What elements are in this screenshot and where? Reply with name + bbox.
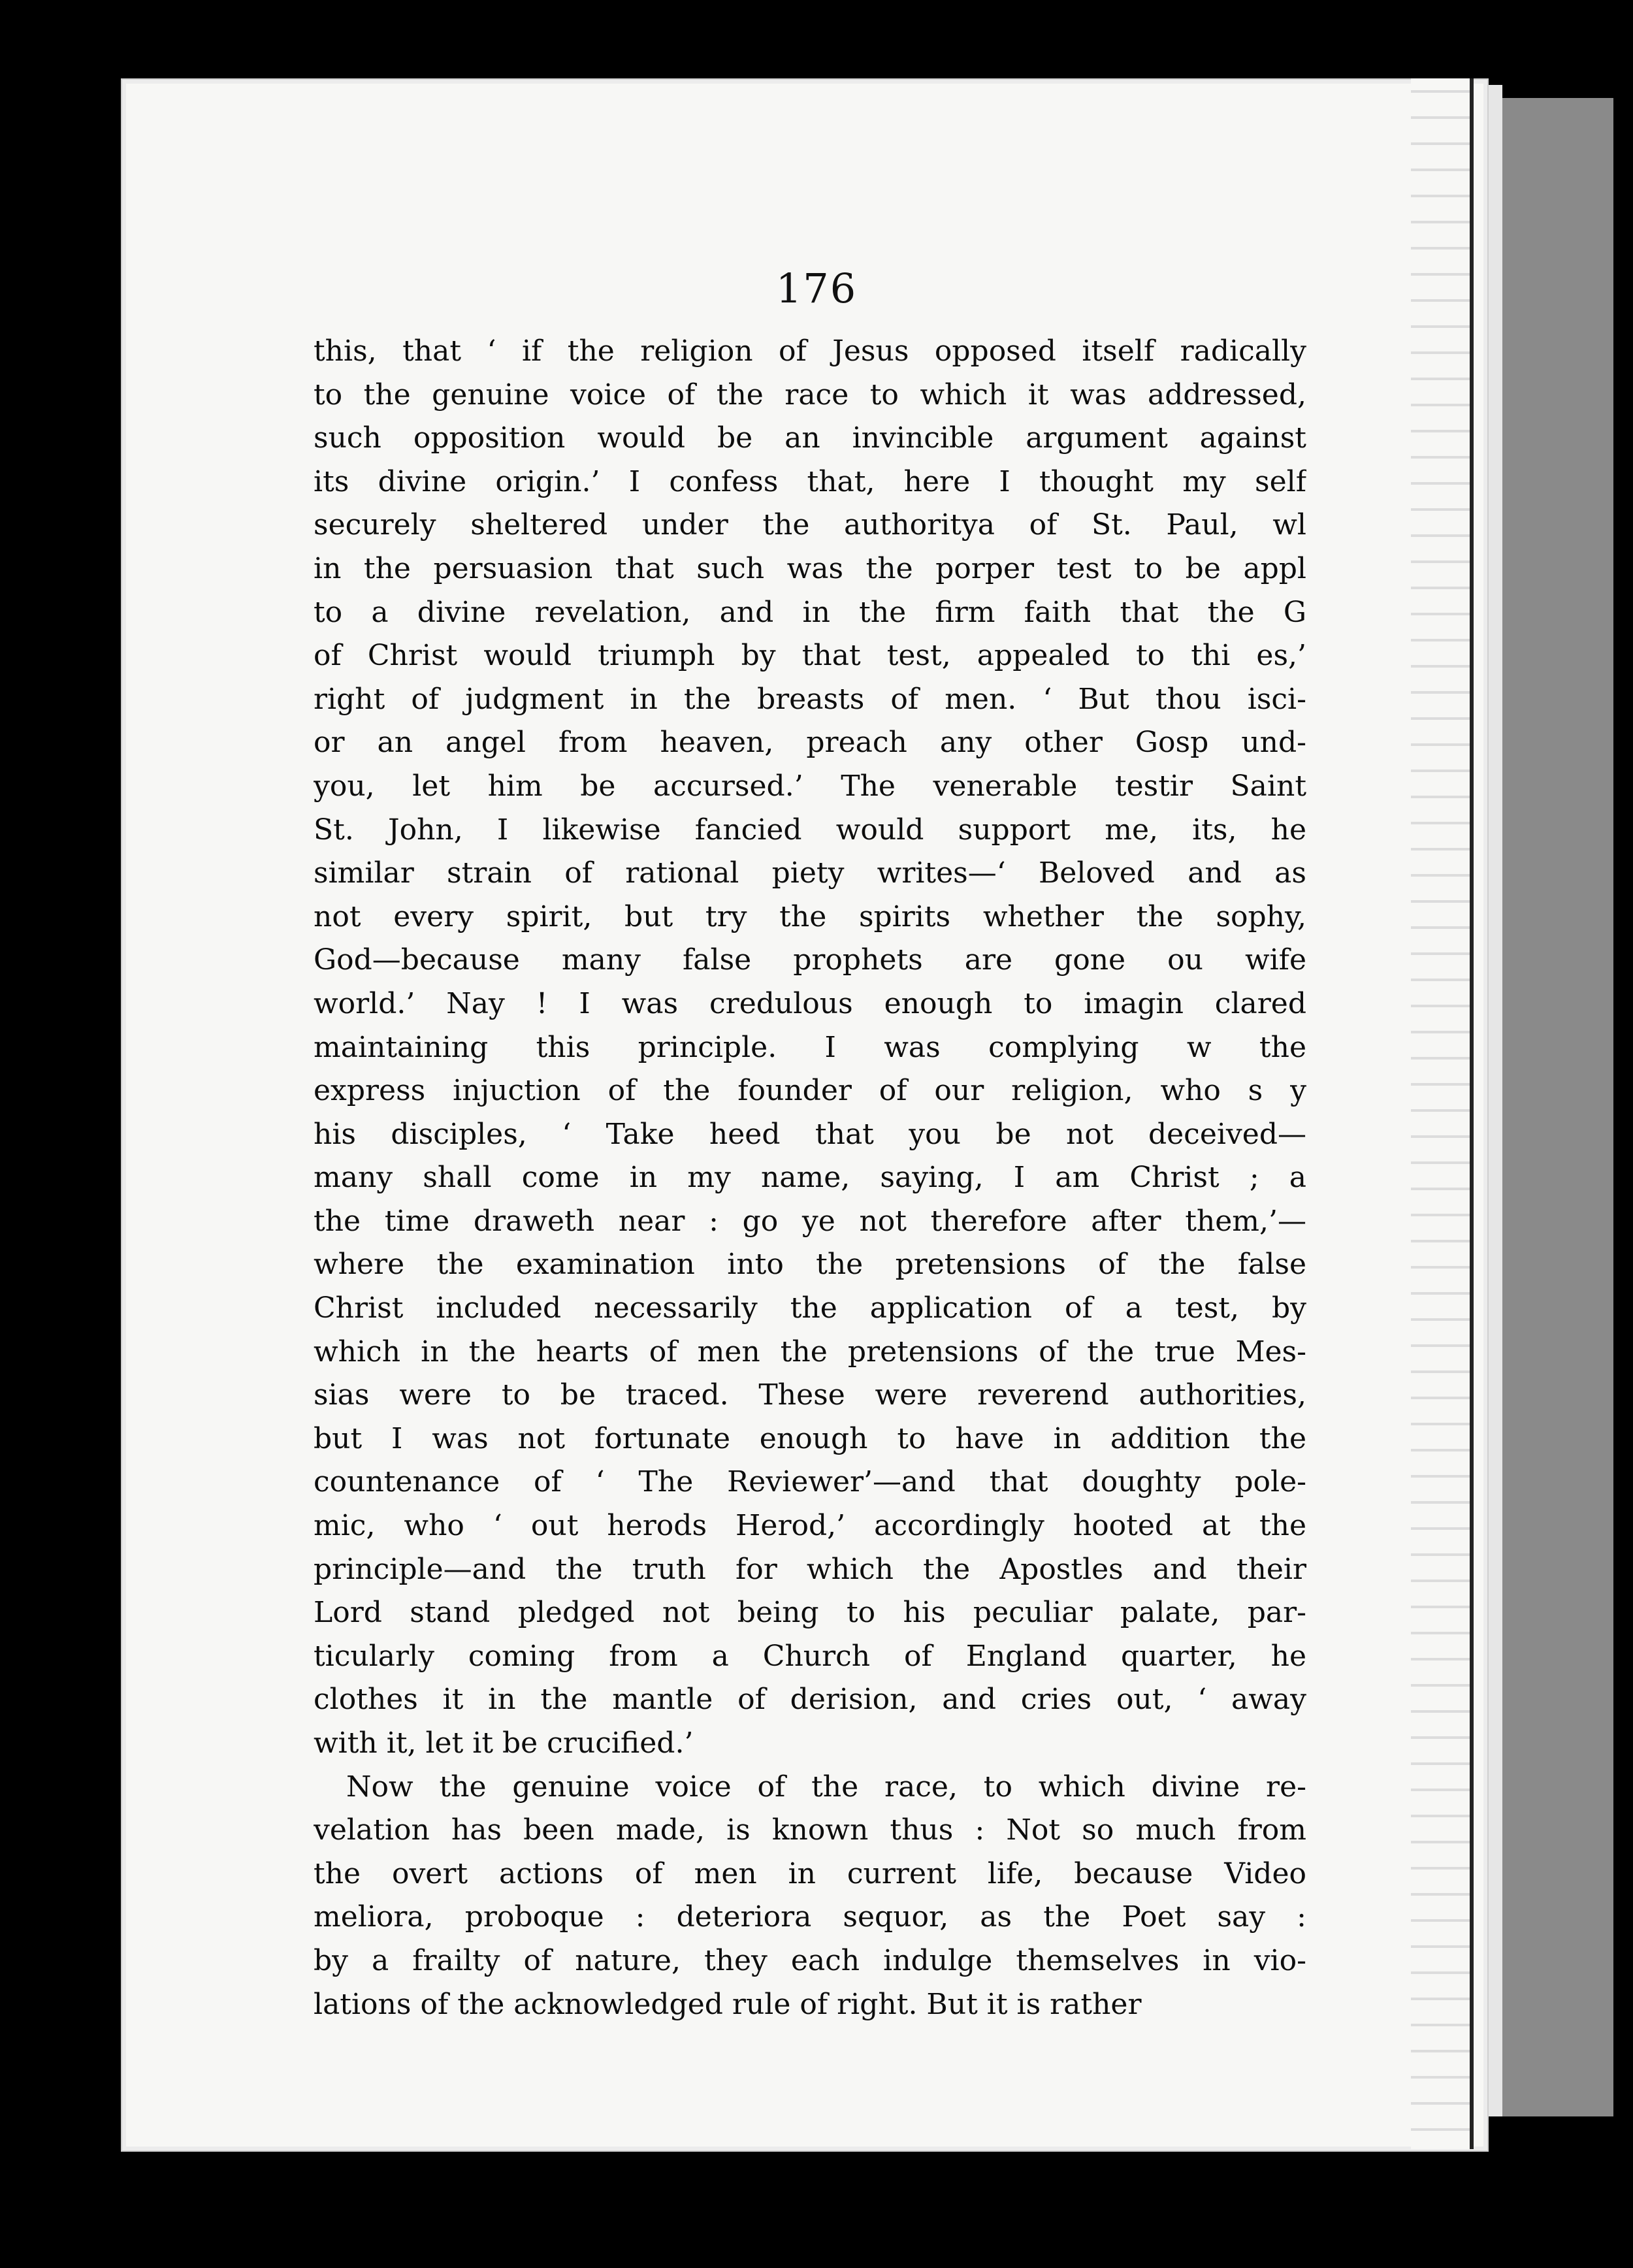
text-line: not every spirit, but try the spirits whether the sophy, <box>314 899 1306 933</box>
text-line: principle—and the truth for which the Apostles and their <box>314 1552 1306 1586</box>
text-line: countenance of ‘ The Reviewer’—and that doughty pole- <box>314 1465 1306 1499</box>
text-line: but I was not fortunate enough to have in addition the <box>314 1421 1306 1455</box>
text-line: the overt actions of men in current life, because Video <box>314 1856 1306 1890</box>
text-line: Now the genuine voice of the race, to which divine re- <box>346 1770 1306 1804</box>
text-line: in the persuasion that such was the porper test to be appl <box>314 551 1306 585</box>
text-line: Lord stand pledged not being to his peculiar palate, par- <box>314 1596 1306 1630</box>
text-line: God—because many false prophets are gone ou wife <box>314 943 1306 977</box>
text-line: to a divine revelation, and in the firm faith that the G <box>314 595 1306 629</box>
text-line: the time draweth near : go ye not therefore after them,’— <box>314 1204 1306 1238</box>
text-line: to the genuine voice of the race to which it was addressed, <box>314 378 1306 412</box>
text-line: of Christ would triumph by that test, appealed to thi es,’ <box>314 639 1306 673</box>
torn-page-edge <box>1411 78 1474 2149</box>
text-line: Christ included necessarily the application of a test, by <box>314 1291 1306 1325</box>
text-line: maintaining this principle. I was complying w the <box>314 1030 1306 1064</box>
text-line: clothes it in the mantle of derision, and cries out, ‘ away <box>314 1683 1306 1717</box>
text-line: by a frailty of nature, they each indulge themselves in vio- <box>314 1943 1306 1977</box>
text-line: right of judgment in the breasts of men. ‘ But thou isci- <box>314 682 1306 716</box>
text-line: securely sheltered under the authoritya of St. Paul, wl <box>314 508 1306 542</box>
text-line: similar strain of rational piety writes—‘ Beloved and as <box>314 856 1306 890</box>
text-line: sias were to be traced. These were reverend authorities, <box>314 1378 1306 1412</box>
text-line: St. John, I likewise fancied would support me, its, he <box>314 813 1306 847</box>
text-line: lations of the acknowledged rule of right. But it is rather <box>314 1987 1142 2021</box>
text-line: this, that ‘ if the religion of Jesus opposed itself radically <box>314 334 1306 368</box>
text-line: you, let him be accursed.’ The venerable testir Saint <box>314 769 1306 803</box>
text-line: velation has been made, is known thus : Not so much from <box>314 1813 1306 1847</box>
text-line: its divine origin.’ I confess that, here I thought my self <box>314 464 1306 498</box>
text-line: his disciples, ‘ Take heed that you be not deceived— <box>314 1117 1306 1151</box>
text-line: meliora, proboque : deteriora sequor, as the Poet say : <box>314 1900 1306 1934</box>
text-line: or an angel from heaven, preach any other Gosp und- <box>314 726 1306 760</box>
text-line: ticularly coming from a Church of England quarter, he <box>314 1639 1306 1673</box>
page-number: 176 <box>775 265 858 312</box>
text-line: world.’ Nay ! I was credulous enough to imagin clared <box>314 986 1306 1020</box>
text-line: such opposition would be an invincible argument against <box>314 421 1306 455</box>
page-body-text <box>314 330 1306 2026</box>
text-line: mic, who ‘ out herods Herod,’ accordingly hooted at the <box>314 1509 1306 1543</box>
text-line: with it, let it be crucified.’ <box>314 1726 694 1760</box>
text-line: express injuction of the founder of our religion, who s y <box>314 1074 1306 1108</box>
text-line: where the examination into the pretensions of the false <box>314 1248 1306 1282</box>
text-line: many shall come in my name, saying, I am Christ ; a <box>314 1161 1306 1195</box>
text-line: which in the hearts of men the pretensions of the true Mes- <box>314 1335 1306 1369</box>
